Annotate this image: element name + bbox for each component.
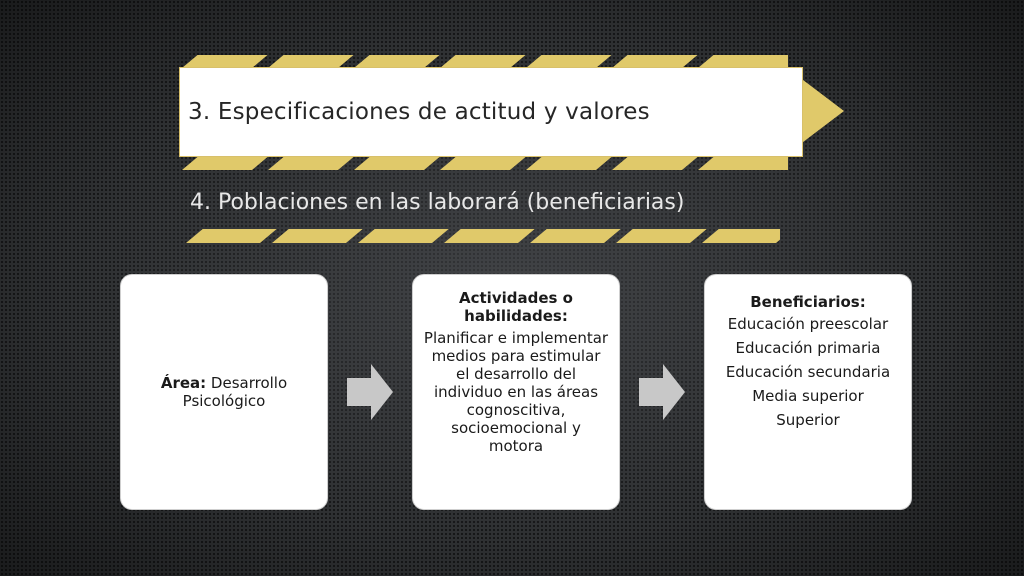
slide-subtitle: 4. Poblaciones en las laborará (beneficiarias)	[190, 190, 685, 215]
area-text	[131, 374, 317, 410]
beneficiario-item: Media superior	[752, 387, 864, 405]
beneficiario-item: Educación secundaria	[725, 363, 891, 381]
actividades-body: Planificar e implementar medios para estimular el desarrollo del individuo en las áreas cognoscitiva, socioemocional y motora	[423, 329, 609, 455]
actividades-heading: Actividades o habilidades:	[459, 289, 573, 325]
slide-title: 3. Especificaciones de actitud y valores	[188, 99, 650, 125]
beneficiario-item: Educación primaria	[735, 339, 881, 357]
subtitle-stripe-band	[180, 229, 780, 243]
title-box	[179, 67, 803, 157]
beneficiario-item: Educación preescolar	[727, 315, 889, 333]
area-value: Desarrollo Psicológico	[182, 374, 288, 410]
beneficiarios-heading: Beneficiarios:	[750, 293, 866, 311]
right-arrow-icon	[347, 364, 393, 420]
banner-bottom-stripe-band	[182, 157, 788, 170]
beneficiario-item: Superior	[776, 411, 840, 429]
actividades-card	[412, 274, 620, 510]
area-label: Área:	[160, 374, 207, 392]
right-arrow-icon	[639, 364, 685, 420]
area-card	[120, 274, 328, 510]
beneficiarios-card	[704, 274, 912, 510]
